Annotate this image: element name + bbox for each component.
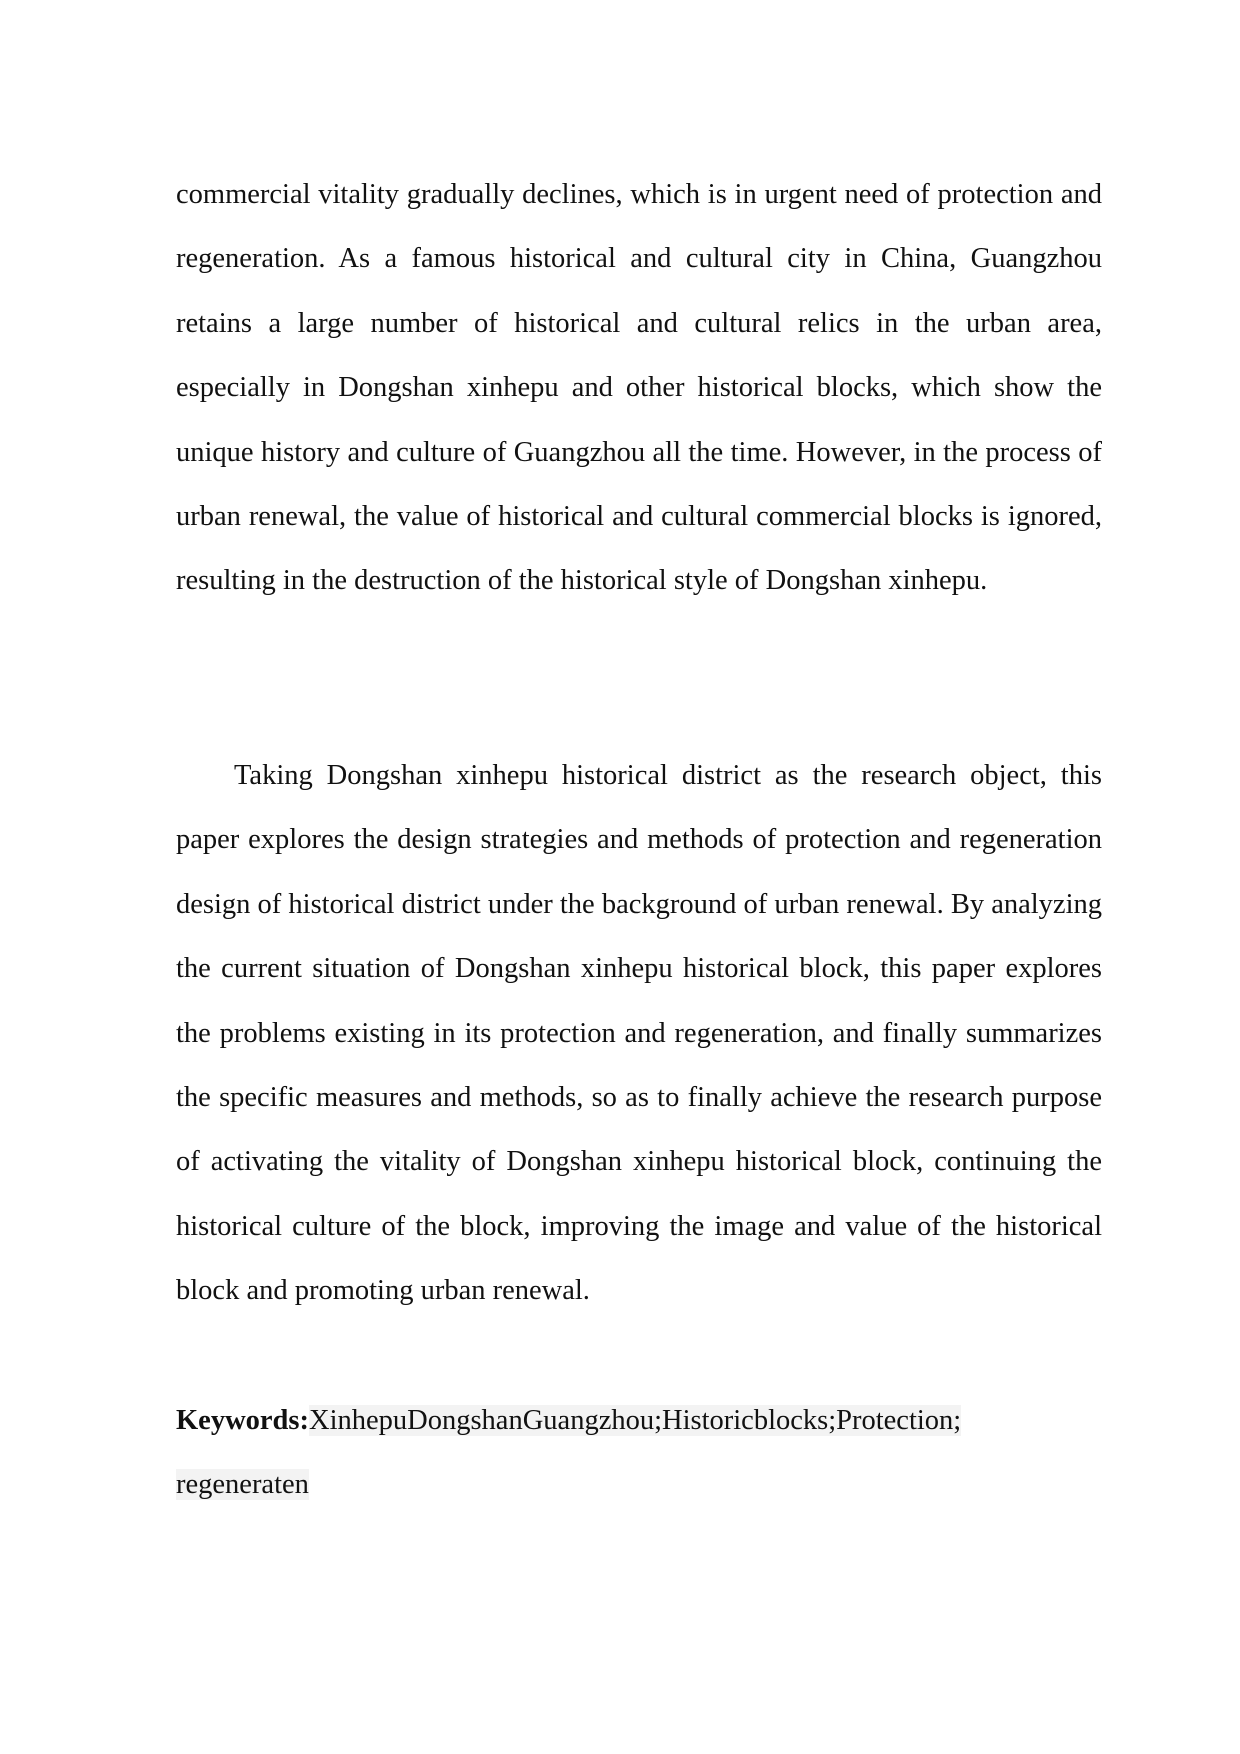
- paragraph-continuation: commercial vitality gradually declines, which is in urgent need of protection and regeneration. As a famous historical and cultural city in China, Guangzhou retains a large number of historical and cultural relics in the urban area, especially in Dongshan xinhepu and other historical blocks, which show the unique history and culture of Guangzhou all the time. However, in the process of urban renewal, the value of historical and cultural commercial blocks is ignored, resulting in the destruction of the historical style of Dongshan xinhepu.: [176, 179, 1102, 597]
- paragraph-research-object: Taking Dongshan xinhepu historical district as the research object, this paper explores the design strategies and methods of protection and regeneration design of historical district under the background of urban renewal. By analyzing the current situation of Dongshan xinhepu historical block, this paper explores the problems existing in its protection and regeneration, and finally summarizes the specific measures and methods, so as to finally achieve the research purpose of activating the vitality of Dongshan xinhepu historical block, continuing the historical culture of the block, improving the image and value of the historical block and promoting urban renewal.: [176, 760, 1102, 1307]
- keywords-label: Keywords:: [176, 1405, 309, 1436]
- keywords-list-continuation: regeneraten: [176, 1469, 309, 1501]
- keywords-list: XinhepuDongshanGuangzhou;Historicblocks;Protection;: [308, 1405, 962, 1436]
- keywords-section: [176, 1389, 1102, 1518]
